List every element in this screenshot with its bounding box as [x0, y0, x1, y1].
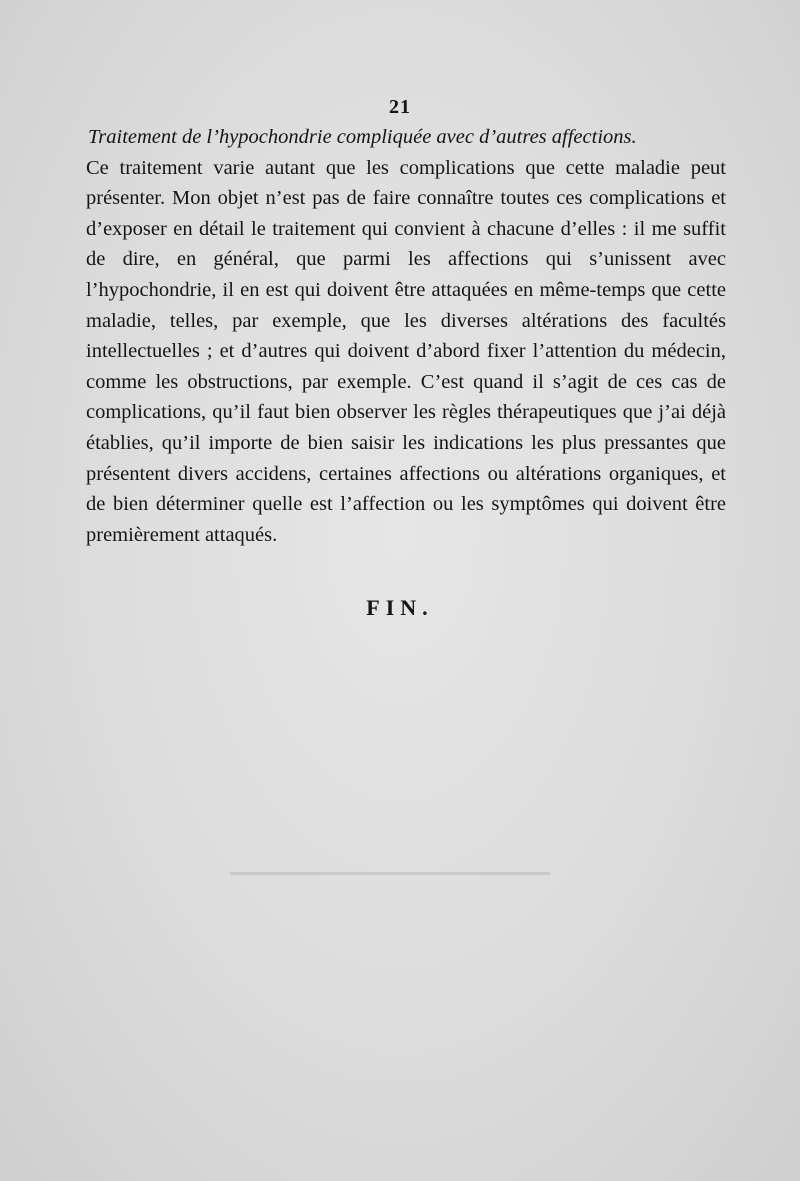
page-number: 21 — [389, 96, 411, 118]
body-paragraph: Ce traitement varie autant que les complications que cette maladie peut présenter. Mon objet n’est pas de faire connaître toutes ces complications et d’exposer en détail le traitement qui convient à chacune d’elles : il me suffit de dire, en général, que parmi les affections qui s’unissent avec l’hypochondrie, il en est qui doivent être attaquées en même-temps que cette maladie, telles, par exemple, que les diverses altérations des facultés intellectuelles ; et d’autres qui doivent d’abord fixer l’attention du médecin, comme les obstructions, par exemple. C’est quand il s’agit de ces cas de complications, qu’il faut bien observer les règles thérapeutiques que j’ai déjà établies, qu’il importe de bien saisir les indications les plus pressantes que présentent divers accidens, certaines affections ou altérations organiques, et de bien déterminer quelle est l’affection ou les symptômes qui doivent être premièrement attaqués. — [86, 156, 726, 546]
section-heading: Traitement de l’hypochondrie compliquée avec d’autres affections. — [88, 126, 637, 148]
bleed-through-rule — [230, 872, 550, 875]
text-block — [86, 122, 726, 550]
end-mark: FIN. — [366, 595, 434, 620]
